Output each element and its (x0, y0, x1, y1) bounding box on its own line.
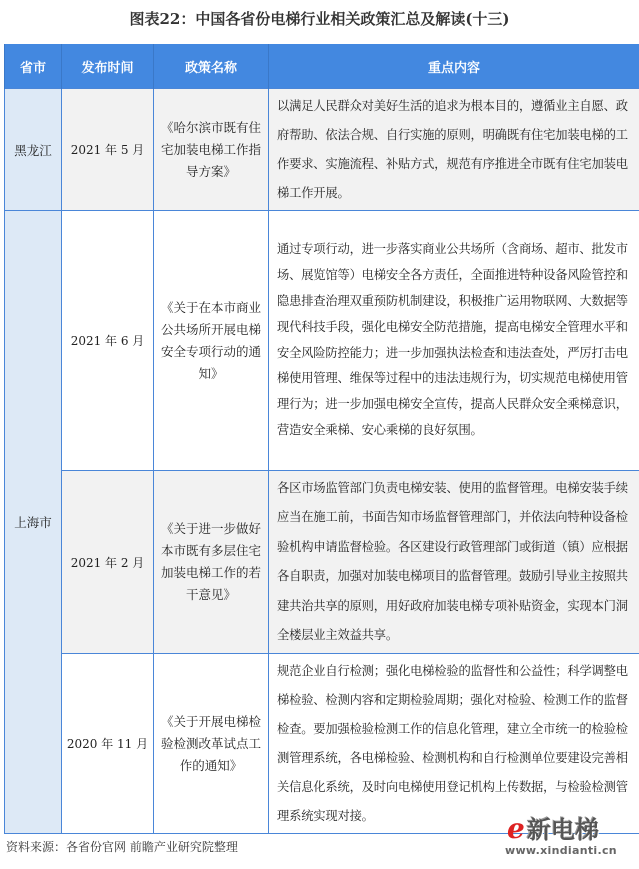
date-cell: 2021 年 6 月 (62, 211, 154, 471)
header-policy-name: 政策名称 (154, 44, 269, 89)
province-cell: 上海市 (5, 211, 62, 834)
province-cell: 黑龙江 (5, 89, 62, 211)
logo-mark-icon: ℯ (507, 812, 525, 845)
content-cell: 规范企业自行检测；强化电梯检验的监督性和公益性；科学调整电梯检验、检测内容和定期检验周期；强化对检验、检测工作的监督检查。要加强检验检测工作的信息化管理，建立全市统一的检验检测管理系统，各电梯检验、检测机构和自行检测单位要建设完善相关信息化系统，及时向电梯使用登记机构上传数据，与检验检测管理系统实现对接。 (269, 654, 639, 834)
content-cell: 通过专项行动，进一步落实商业公共场所（含商场、超市、批发市场、展览馆等）电梯安全各方责任，全面推进特种设备风险管控和隐患排查治理双重预防机制建设，积极推广运用物联网、大数据等现代科技手段，强化电梯安全防范措施，提高电梯安全管理水平和安全风险防控能力；进一步加强执法检查和违法查处，严厉打击电梯使用管理、维保等过程中的违法违规行为，切实规范电梯使用管理行为；进一步加强电梯安全宣传，提高人民群众安全乘梯意识，营造安全乘梯、安心乘梯的良好氛围。 (269, 211, 639, 471)
table-row (5, 471, 639, 654)
header-key-content: 重点内容 (269, 44, 639, 89)
content-cell: 以满足人民群众对美好生活的追求为根本目的，遵循业主自愿、政府帮助、依法合规、自行实施的原则，明确既有住宅加装电梯的工作要求、实施流程、补贴方式，规范有序推进全市既有住宅加装电梯工作开展。 (269, 89, 639, 211)
page-title: 图表22：中国各省份电梯行业相关政策汇总及解读(十三) (129, 10, 510, 28)
policy-name-cell: 《哈尔滨市既有住宅加装电梯工作指导方案》 (154, 89, 269, 211)
table-row (5, 211, 639, 471)
content-cell: 各区市场监管部门负责电梯安装、使用的监督管理。电梯安装手续应当在施工前，书面告知市场监督管理部门，并依法向特种设备检验机构申请监督检验。各区建设行政管理部门或街道（镇）应根据各自职责，加强对加装电梯项目的监督管理。鼓励引导业主按照共建共治共享的原则，用好政府加装电梯专项补贴资金，实现本门洞全楼层业主效益共享。 (269, 471, 639, 654)
header-date: 发布时间 (62, 44, 154, 89)
policy-name-cell: 《关于进一步做好本市既有多层住宅加装电梯工作的若干意见》 (154, 471, 269, 654)
policy-name-cell: 《关于在本市商业公共场所开展电梯安全专项行动的通知》 (154, 211, 269, 471)
source-note: 资料来源：各省份官网 前瞻产业研究院整理 (6, 840, 238, 854)
date-cell: 2021 年 5 月 (62, 89, 154, 211)
logo-text: 新电梯 (527, 816, 599, 844)
table-row (5, 89, 639, 211)
table-row (5, 654, 639, 834)
policy-name-cell: 《关于开展电梯检验检测改革试点工作的通知》 (154, 654, 269, 834)
logo-url: www.xindianti.cn (505, 844, 617, 857)
date-cell: 2021 年 2 月 (62, 471, 154, 654)
header-province: 省市 (5, 44, 62, 89)
table-header-row (5, 44, 639, 89)
watermark-logo (505, 810, 639, 866)
policy-table (4, 44, 639, 834)
date-cell: 2020 年 11 月 (62, 654, 154, 834)
